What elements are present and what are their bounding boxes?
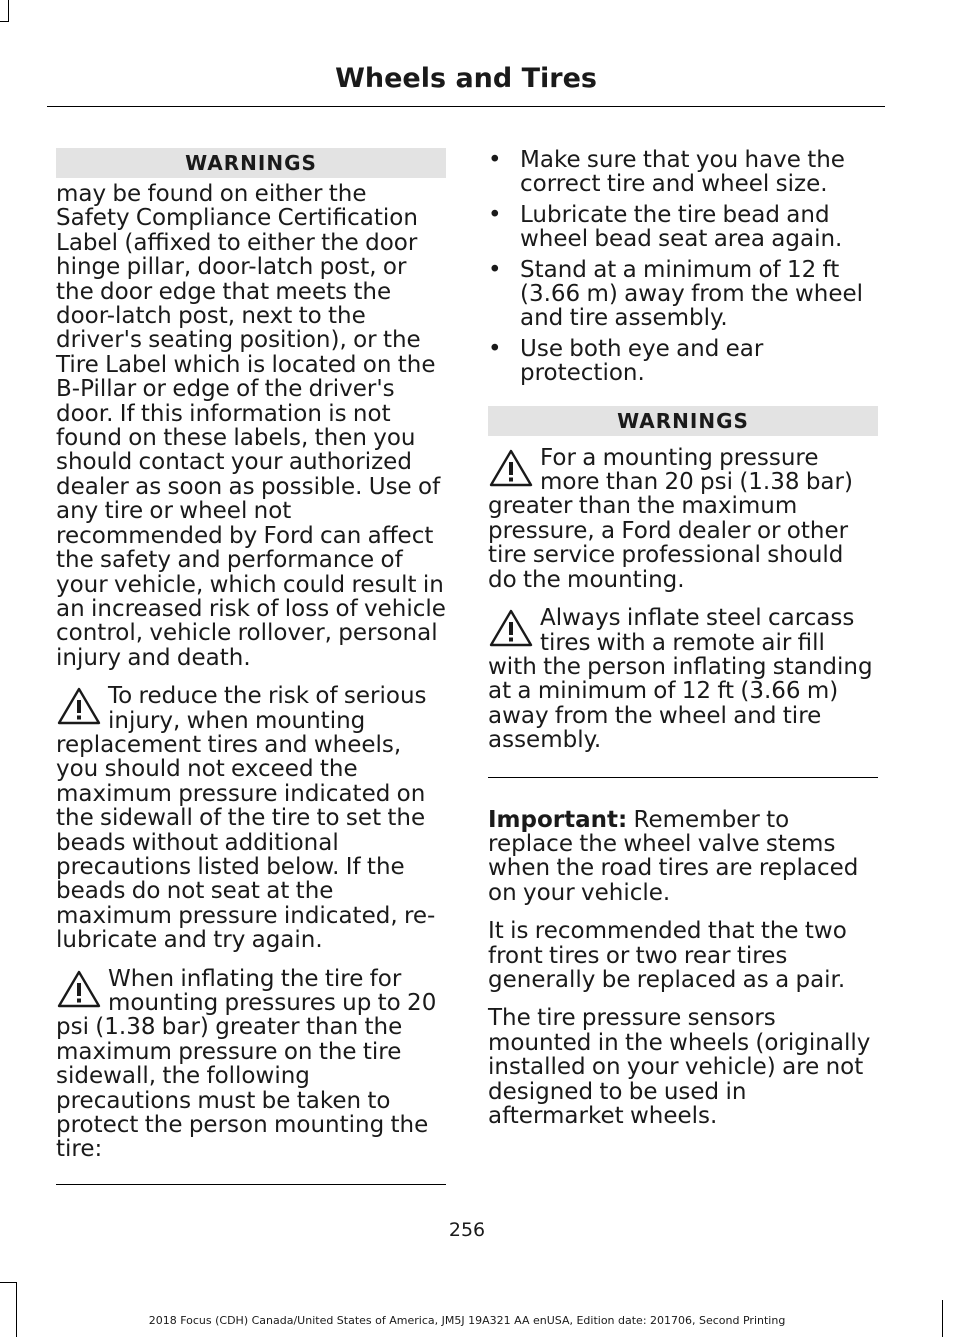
warning-text: Always inflate steel carcass tires with a remote air fill with the person inflating standing at a minimum of 12 ft (3.66 m) away from the wheel and tire assembly. <box>488 605 873 754</box>
warnings-header: WARNINGS <box>488 406 878 436</box>
list-item: • Lubricate the tire bead and wheel bead seat area again. <box>488 201 843 253</box>
bullet-icon: • <box>488 201 502 228</box>
important-note <box>488 808 878 906</box>
warning-continuation-text: may be found on either the Safety Compliance Certification Label (affixed to either the door hinge pillar, door-latch post, or the door edge that meets the door-latch post, next to the driver's seating position), or the Tire Label which is located on the B-Pillar or edge of the driver's door. If this information is not found on these labels, then you should contact your authorized dealer as soon as possible. Use of any tire or wheel not recommended by Ford can affect the safety and performance of your vehicle, which could result in an increased risk of loss of vehicle control, vehicle rollover, personal injury and death. <box>56 181 446 671</box>
warning-text: When inflating the tire for mounting pressures up to 20 psi (1.38 bar) greater than the maximum pressure on the tire sidewall, the following precautions must be taken to protect the person mounting the tire: <box>56 965 437 1163</box>
crop-mark <box>8 0 9 22</box>
title-rule <box>47 106 885 107</box>
paragraph-tpms-sensors: The tire pressure sensors mounted in the wheels (originally installed on your vehicle) are not designed to be used in aftermarket wheels. <box>488 1005 871 1129</box>
edition-footer: 2018 Focus (CDH) Canada/United States of America, JM5J 19A321 AA enUSA, Edition date: 201706, Second Printing <box>148 1314 786 1327</box>
left-column <box>56 148 446 1209</box>
list-item: • Make sure that you have the correct tire and wheel size. <box>488 147 845 198</box>
paragraph-replace-pair: It is recommended that the two front tires or two rear tires generally be replaced as a pair. <box>488 918 847 993</box>
bullet-icon: • <box>488 335 502 362</box>
section-end-rule <box>56 1184 446 1185</box>
important-label: Important: <box>488 806 628 833</box>
list-item: • Stand at a minimum of 12 ft (3.66 m) away from the wheel and tire assembly. <box>488 256 864 332</box>
crop-mark <box>942 1300 943 1337</box>
right-column <box>488 148 878 1142</box>
bullet-icon: • <box>488 147 502 173</box>
warning-text: To reduce the risk of serious injury, when mounting replacement tires and wheels, you should not exceed the maximum pressure indicated on the sidewall of the tire to set the beads without additional precautions listed below. If the beads do not seat at the maximum pressure indicated, re-lubricate and try again. <box>56 683 436 954</box>
precautions-list <box>488 148 878 386</box>
list-item: • Use both eye and ear protection. <box>488 335 764 387</box>
section-end-rule <box>488 777 878 778</box>
bullet-icon: • <box>488 256 502 283</box>
warnings-header: WARNINGS <box>56 148 446 178</box>
warning-triangle-icon <box>488 608 538 650</box>
page-number: 256 <box>448 1219 486 1241</box>
warning-block <box>488 446 878 592</box>
warning-text: For a mounting pressure more than 20 psi (1.38 bar) greater than the maximum pressure, a Ford dealer or other tire service professional should do the mounting. <box>488 444 853 593</box>
crop-mark <box>16 1282 17 1337</box>
warning-block <box>56 684 446 952</box>
important-text: Remember to replace the wheel valve stems when the road tires are replaced on your vehicle. <box>488 806 859 906</box>
warning-block <box>56 967 446 1162</box>
warning-triangle-icon <box>488 448 538 490</box>
crop-mark <box>0 1282 17 1283</box>
crop-mark <box>0 21 9 22</box>
warning-triangle-icon <box>56 969 106 1011</box>
warning-triangle-icon <box>56 686 106 728</box>
warning-block <box>488 606 878 752</box>
page-title: Wheels and Tires <box>335 63 597 94</box>
